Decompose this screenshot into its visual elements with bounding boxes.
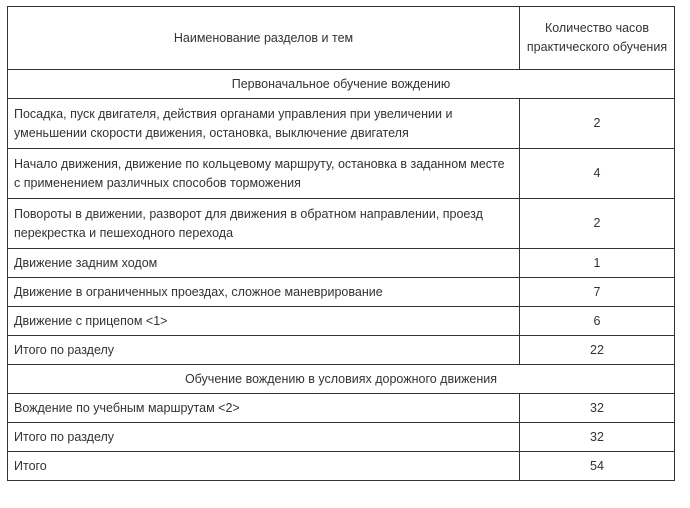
table-row bbox=[8, 149, 675, 199]
topic-cell: Итого bbox=[8, 452, 520, 481]
hours-cell: 2 bbox=[520, 199, 675, 249]
section-title: Обучение вождению в условиях дорожного движения bbox=[8, 365, 675, 394]
topic-cell: Вождение по учебным маршрутам <2> bbox=[8, 394, 520, 423]
hours-cell: 22 bbox=[520, 336, 675, 365]
table-row bbox=[8, 394, 675, 423]
hours-cell: 54 bbox=[520, 452, 675, 481]
subtotal-row bbox=[8, 423, 675, 452]
hours-cell: 4 bbox=[520, 149, 675, 199]
hours-cell: 1 bbox=[520, 249, 675, 278]
training-hours-table bbox=[7, 6, 675, 481]
section-row bbox=[8, 70, 675, 99]
table-row bbox=[8, 199, 675, 249]
topic-cell: Движение с прицепом <1> bbox=[8, 307, 520, 336]
table-row bbox=[8, 249, 675, 278]
topic-cell: Посадка, пуск двигателя, действия органами управления при увеличении и уменьшении скорости движения, остановка, выключение двигателя bbox=[8, 99, 520, 149]
table-row bbox=[8, 307, 675, 336]
table-header-row bbox=[8, 7, 675, 70]
hours-cell: 6 bbox=[520, 307, 675, 336]
hours-cell: 7 bbox=[520, 278, 675, 307]
topic-cell: Движение задним ходом bbox=[8, 249, 520, 278]
subtotal-row bbox=[8, 336, 675, 365]
table-row bbox=[8, 278, 675, 307]
header-topic: Наименование разделов и тем bbox=[8, 7, 520, 70]
hours-cell: 32 bbox=[520, 394, 675, 423]
section-title: Первоначальное обучение вождению bbox=[8, 70, 675, 99]
topic-cell: Итого по разделу bbox=[8, 336, 520, 365]
total-row bbox=[8, 452, 675, 481]
table-row bbox=[8, 99, 675, 149]
section-row bbox=[8, 365, 675, 394]
topic-cell: Итого по разделу bbox=[8, 423, 520, 452]
hours-cell: 2 bbox=[520, 99, 675, 149]
topic-cell: Движение в ограниченных проездах, сложное маневрирование bbox=[8, 278, 520, 307]
topic-cell: Начало движения, движение по кольцевому маршруту, остановка в заданном месте с применением различных способов торможения bbox=[8, 149, 520, 199]
header-hours: Количество часов практического обучения bbox=[520, 7, 675, 70]
topic-cell: Повороты в движении, разворот для движения в обратном направлении, проезд перекрестка и пешеходного перехода bbox=[8, 199, 520, 249]
hours-cell: 32 bbox=[520, 423, 675, 452]
